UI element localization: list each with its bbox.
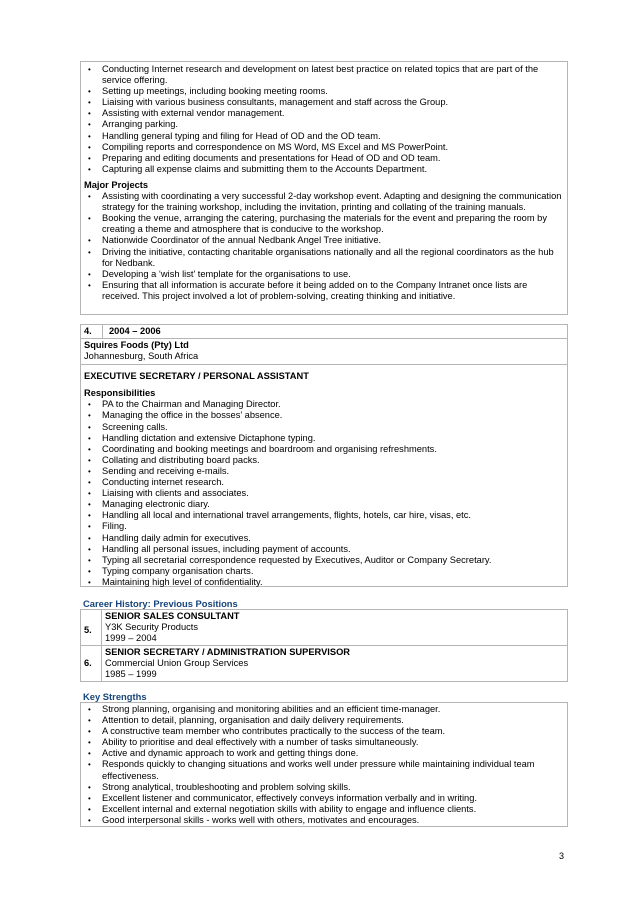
list-item: • Typing all secretarial correspondence requested by Executives, Auditor or Company Secretary.	[84, 555, 564, 566]
list-item: • Maintaining high level of confidentiality.	[84, 577, 564, 588]
position-number: 6.	[81, 646, 102, 682]
key-strengths-section	[80, 702, 568, 827]
list-item: • Capturing all expense claims and submitting them to the Accounts Department.	[84, 164, 564, 175]
list-item: • Liaising with various business consultants, management and staff across the Group.	[84, 97, 564, 108]
list-item: • Screening calls.	[84, 422, 564, 433]
job-4-title: EXECUTIVE SECRETARY / PERSONAL ASSISTANT	[84, 371, 309, 382]
list-item: • Nationwide Coordinator of the annual Nedbank Angel Tree initiative.	[84, 235, 564, 246]
position-period: 1985 – 1999	[105, 669, 157, 680]
position-number: 5.	[81, 610, 102, 646]
list-item: • Excellent listener and communicator, effectively conveys information verbally and in writing.	[84, 793, 564, 804]
responsibilities-title: Responsibilities	[84, 388, 156, 399]
position-period: 1999 – 2004	[105, 633, 157, 644]
list-item: • Collating and distributing board packs.	[84, 455, 564, 466]
duties-list	[84, 64, 564, 175]
major-projects-title: Major Projects	[84, 179, 149, 190]
list-item: • Ensuring that all information is accurate before it being added on to the Company Intranet once lists are received. This project involved a lot of problem-solving, creating thinking and initiative.	[84, 280, 564, 302]
list-item: • Active and dynamic approach to work and getting things done.	[84, 748, 564, 759]
list-item: • Coordinating and booking meetings and boardroom and organising refreshments.	[84, 444, 564, 455]
list-item: • Strong analytical, troubleshooting and problem solving skills.	[84, 782, 564, 793]
list-item: • Sending and receiving e-mails.	[84, 466, 564, 477]
job-4-company: Squires Foods (Pty) Ltd	[84, 340, 189, 350]
list-item: • Ability to prioritise and deal effectively with a number of tasks simultaneously.	[84, 737, 564, 748]
list-item: • PA to the Chairman and Managing Director.	[84, 399, 564, 410]
list-item: • Typing company organisation charts.	[84, 566, 564, 577]
list-item: • Assisting with coordinating a very successful 2-day workshop event. Adapting and designing the communication strategy for the training workshop, including the invitation, printing and collating of the training manuals.	[84, 191, 564, 213]
list-item: • Booking the venue, arranging the catering, purchasing the materials for the event and preparing the room by creating a theme and atmosphere that is conducive to the workshop.	[84, 213, 564, 235]
table-row	[81, 646, 568, 682]
list-item: • Attention to detail, planning, organisation and daily delivery requirements.	[84, 715, 564, 726]
page-number: 3	[559, 851, 565, 861]
job-4-number: 4.	[84, 326, 92, 336]
list-item: • Handling all personal issues, including payment of accounts.	[84, 544, 564, 555]
list-item: • Assisting with external vendor management.	[84, 108, 564, 119]
previous-positions-heading: Career History: Previous Positions	[83, 598, 238, 609]
list-item: • Managing electronic diary.	[84, 499, 564, 510]
list-item: • Arranging parking.	[84, 119, 564, 130]
list-item: • Setting up meetings, including booking meeting rooms.	[84, 86, 564, 97]
job-4-header	[81, 325, 567, 339]
list-item: • Excellent internal and external negotiation skills with ability to engage and influence clients.	[84, 804, 564, 815]
job-4-section	[80, 324, 568, 587]
job-4-period: 2004 – 2006	[109, 326, 161, 336]
list-item: • Filing.	[84, 521, 564, 532]
list-item: • Liaising with clients and associates.	[84, 488, 564, 499]
list-item: • Conducting internet research.	[84, 477, 564, 488]
responsibilities-list	[84, 399, 564, 588]
duties-section	[80, 61, 568, 315]
list-item: • Conducting Internet research and development on latest best practice on related topics that are part of the service offering.	[84, 64, 564, 86]
key-strengths-heading: Key Strengths	[83, 691, 147, 702]
position-cell	[102, 646, 568, 682]
position-title: SENIOR SECRETARY / ADMINISTRATION SUPERVISOR	[105, 646, 351, 657]
job-4-location: Johannesburg, South Africa	[84, 351, 199, 362]
list-item: • Strong planning, organising and monitoring abilities and an efficient time-manager.	[84, 704, 564, 715]
previous-positions-table	[80, 609, 568, 683]
list-item: • Responds quickly to changing situations and works well under pressure while maintaining individual team effectiveness.	[84, 759, 564, 781]
major-projects-list	[84, 191, 564, 302]
list-item: • Handling all local and international travel arrangements, flights, hotels, car hire, visas, etc.	[84, 510, 564, 521]
list-item: • Handling dictation and extensive Dictaphone typing.	[84, 433, 564, 444]
list-item: • Compiling reports and correspondence on MS Word, MS Excel and MS PowerPoint.	[84, 142, 564, 153]
list-item: • Developing a ‘wish list’ template for the organisations to use.	[84, 269, 564, 280]
position-company: Y3K Security Products	[105, 621, 199, 632]
position-cell	[102, 610, 568, 646]
key-strengths-list	[84, 704, 564, 826]
list-item: • Handling general typing and filing for Head of OD and the OD team.	[84, 131, 564, 142]
list-item: • Handling daily admin for executives.	[84, 533, 564, 544]
position-title: SENIOR SALES CONSULTANT	[105, 610, 240, 621]
job-4-details	[81, 365, 567, 588]
table-row	[81, 610, 568, 646]
list-item: • Managing the office in the bosses’ absence.	[84, 410, 564, 421]
list-item: • Good interpersonal skills - works well with others, motivates and encourages.	[84, 815, 564, 826]
list-item: • A constructive team member who contributes practically to the success of the team.	[84, 726, 564, 737]
job-4-employer	[81, 339, 567, 365]
list-item: • Driving the initiative, contacting charitable organisations nationally and all the regional coordinators as the hub for Nedbank.	[84, 247, 564, 269]
position-company: Commercial Union Group Services	[105, 657, 249, 668]
list-item: • Preparing and editing documents and presentations for Head of OD and OD team.	[84, 153, 564, 164]
